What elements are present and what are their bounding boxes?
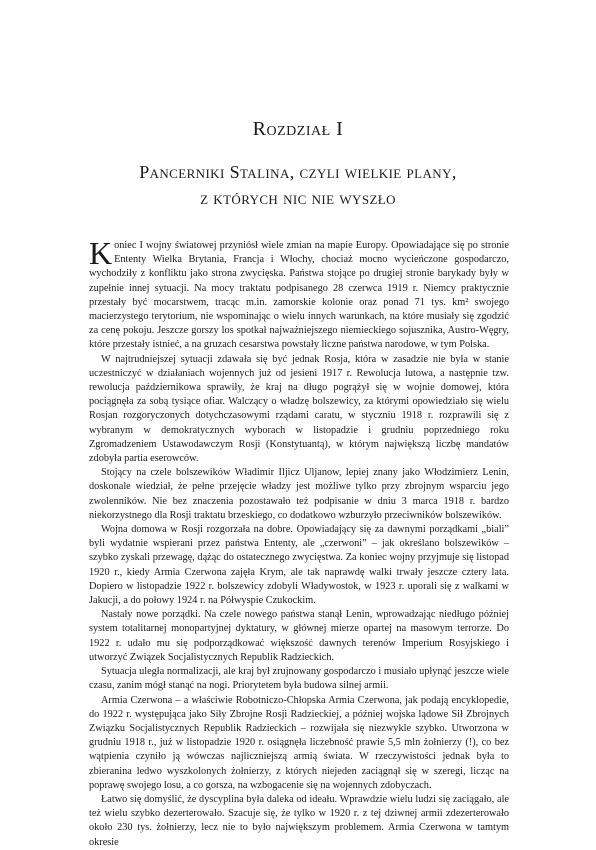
paragraph-1 xyxy=(89,235,509,353)
chapter-title xyxy=(0,159,596,211)
paragraph-3: Stojący na czele bolszewików Władimir Iljicz Uljanow, lepiej znany jako Włodzimierz Lenin, doskonale wiedział, że pełne przejęcie władzy jest możliwe tylko przy zbrojnym wsparciu jego zwolenników. Nie bez znaczenia pozostawało też podpisanie w dniu 3 marca 1918 r. bardzo niekorzystnego dla Rosji traktatu brzeskiego, co dodatkowo wzburzyło przeciwników bolszewików. xyxy=(89,467,509,521)
paragraph-4: Wojna domowa w Rosji rozgorzała na dobre. Opowiadający się za dawnymi porządkami „biali” byli wydatnie wspierani przez państwa Ententy, ale „czerwoni” – jak określano bolszewików – szybko zyskali przewagę, dążąc do ostatecznego zwycięstwa. Za koniec wojny przyjmuje się listopad 1920 r., kiedy Armia Czerwona zajęła Krym, ale tak naprawdę walki trwały jeszcze cztery lata. Dopiero w listopadzie 1922 r. bolszewicy zdobyli Władywostok, w 1923 r. uporali się z walkami w Jakucji, a do połowy 1924 r. na Półwyspie Czukockim. xyxy=(89,524,509,607)
chapter-title-line-1: Pancerniki Stalina, czyli wielkie plany, xyxy=(139,162,457,182)
chapter-title-line-2: z których nic nie wyszło xyxy=(200,188,396,208)
paragraph-8: Łatwo się domyślić, że dyscyplina była daleka od ideału. Wprawdzie wielu ludzi się zaciągało, ale też wielu szybko dezerterowało. Szacuje się, że tylko w 1920 r. z tej dziwnej armii zdezerterowało około 230 tys. żołnierzy, lecz nie to było największym problemem. Armia Czerwona w tamtym okresie xyxy=(89,793,509,848)
paragraph-7: Armia Czerwona – a właściwie Robotniczo-Chłopska Armia Czerwona, jak podają encyklopedie, do 1922 r. występująca jako Siły Zbrojne Rosji Radzieckiej, a później wojska lądowe Sił Zbrojnych Związku Socjalistycznych Republik Radzieckich – rozwijała się niezwykle szybko. Utworzona w grudniu 1918 r., już w listopadzie 1920 r. osiągnęła liczebność prawie 5,5 mln żołnierzy (!), co bez wątpienia czyniło ją wówczas najliczniejszą armią świata. W rzeczywistości jednak była to zbieranina ledwo wyszkolonych żołnierzy, z których niejeden zaciągnął się w szeregi, licząc na poprawę swojego losu, a co gorsza, na wzbogacenie się na wojennych zdobyczach. xyxy=(89,694,509,791)
paragraph-2: W najtrudniejszej sytuacji zdawała się być jednak Rosja, która w zasadzie nie była w stanie uczestniczyć w działaniach wojennych już od jesieni 1917 r. Rewolucja lutowa, a następnie tzw. rewolucja październikowa sprawiły, że kraj na długo pogrążył się w wojnie domowej, która pociągnęła za sobą tysiące ofiar. Walczący o władzę bolszewicy, za którymi opowiedziało się wielu Rosjan rozgoryczonych dotychczasowymi rządami caratu, w styczniu 1918 r. rozprawili się z wybranym w demokratycznych wyborach w listopadzie i grudniu poprzedniego roku Zgromadzeniem Ustawodawczym Rosji (Konstytuantą), w którym największą liczbę mandatów zdobyła partia eserowców. xyxy=(89,353,509,465)
paragraph-1-text: oniec I wojny światowej przyniósł wiele zmian na mapie Europy. Opowiadające się po stronie Ententy Wielka Brytania, Francja i Włochy, chociaż mocno wycieńczone gospodarczo, wychodziły z konfliktu jako strona zwycięska. Państwa stojące po drugiej stronie barykady były w zupełnie innej sytuacji. Na mocy traktatu podpisanego 28 czerwca 1919 r. Niemcy praktycznie przestały być mocarstwem, tracąc m.in. zamorskie kolonie oraz ponad 71 tys. km² swojego macierzystego terytorium, nie wspominając o wielu innych warunkach, na które musiały się zgodzić za cenę pokoju. Jeszcze gorszy los spotkał najważniejszego niemieckiego sojusznika, Austro-Węgry, które przestały istnieć, a na gruzach cesarstwa powstały liczne państwa narodowe, w tym Polska. xyxy=(89,240,509,351)
paragraph-6: Sytuacja uległa normalizacji, ale kraj był zrujnowany gospodarczo i musiało upłynąć jeszcze wiele czasu, zanim mógł stanąć na nogi. Priorytetem była budowa silnej armii. xyxy=(89,666,509,692)
drop-cap: K xyxy=(89,235,113,271)
chapter-label: Rozdział I xyxy=(252,118,344,140)
paragraph-5: Nastały nowe porządki. Na czele nowego państwa stanął Lenin, wprowadzając niedługo później system totalitarnej monopartyjnej dyktatury, w głównej mierze opartej na masowym terrorze. Do 1922 r. udało mu się podporządkować większość dawnych terenów Imperium Rosyjskiego i utworzyć Związek Socjalistycznych Republik Radzieckich. xyxy=(89,609,509,663)
body-text xyxy=(89,235,509,850)
